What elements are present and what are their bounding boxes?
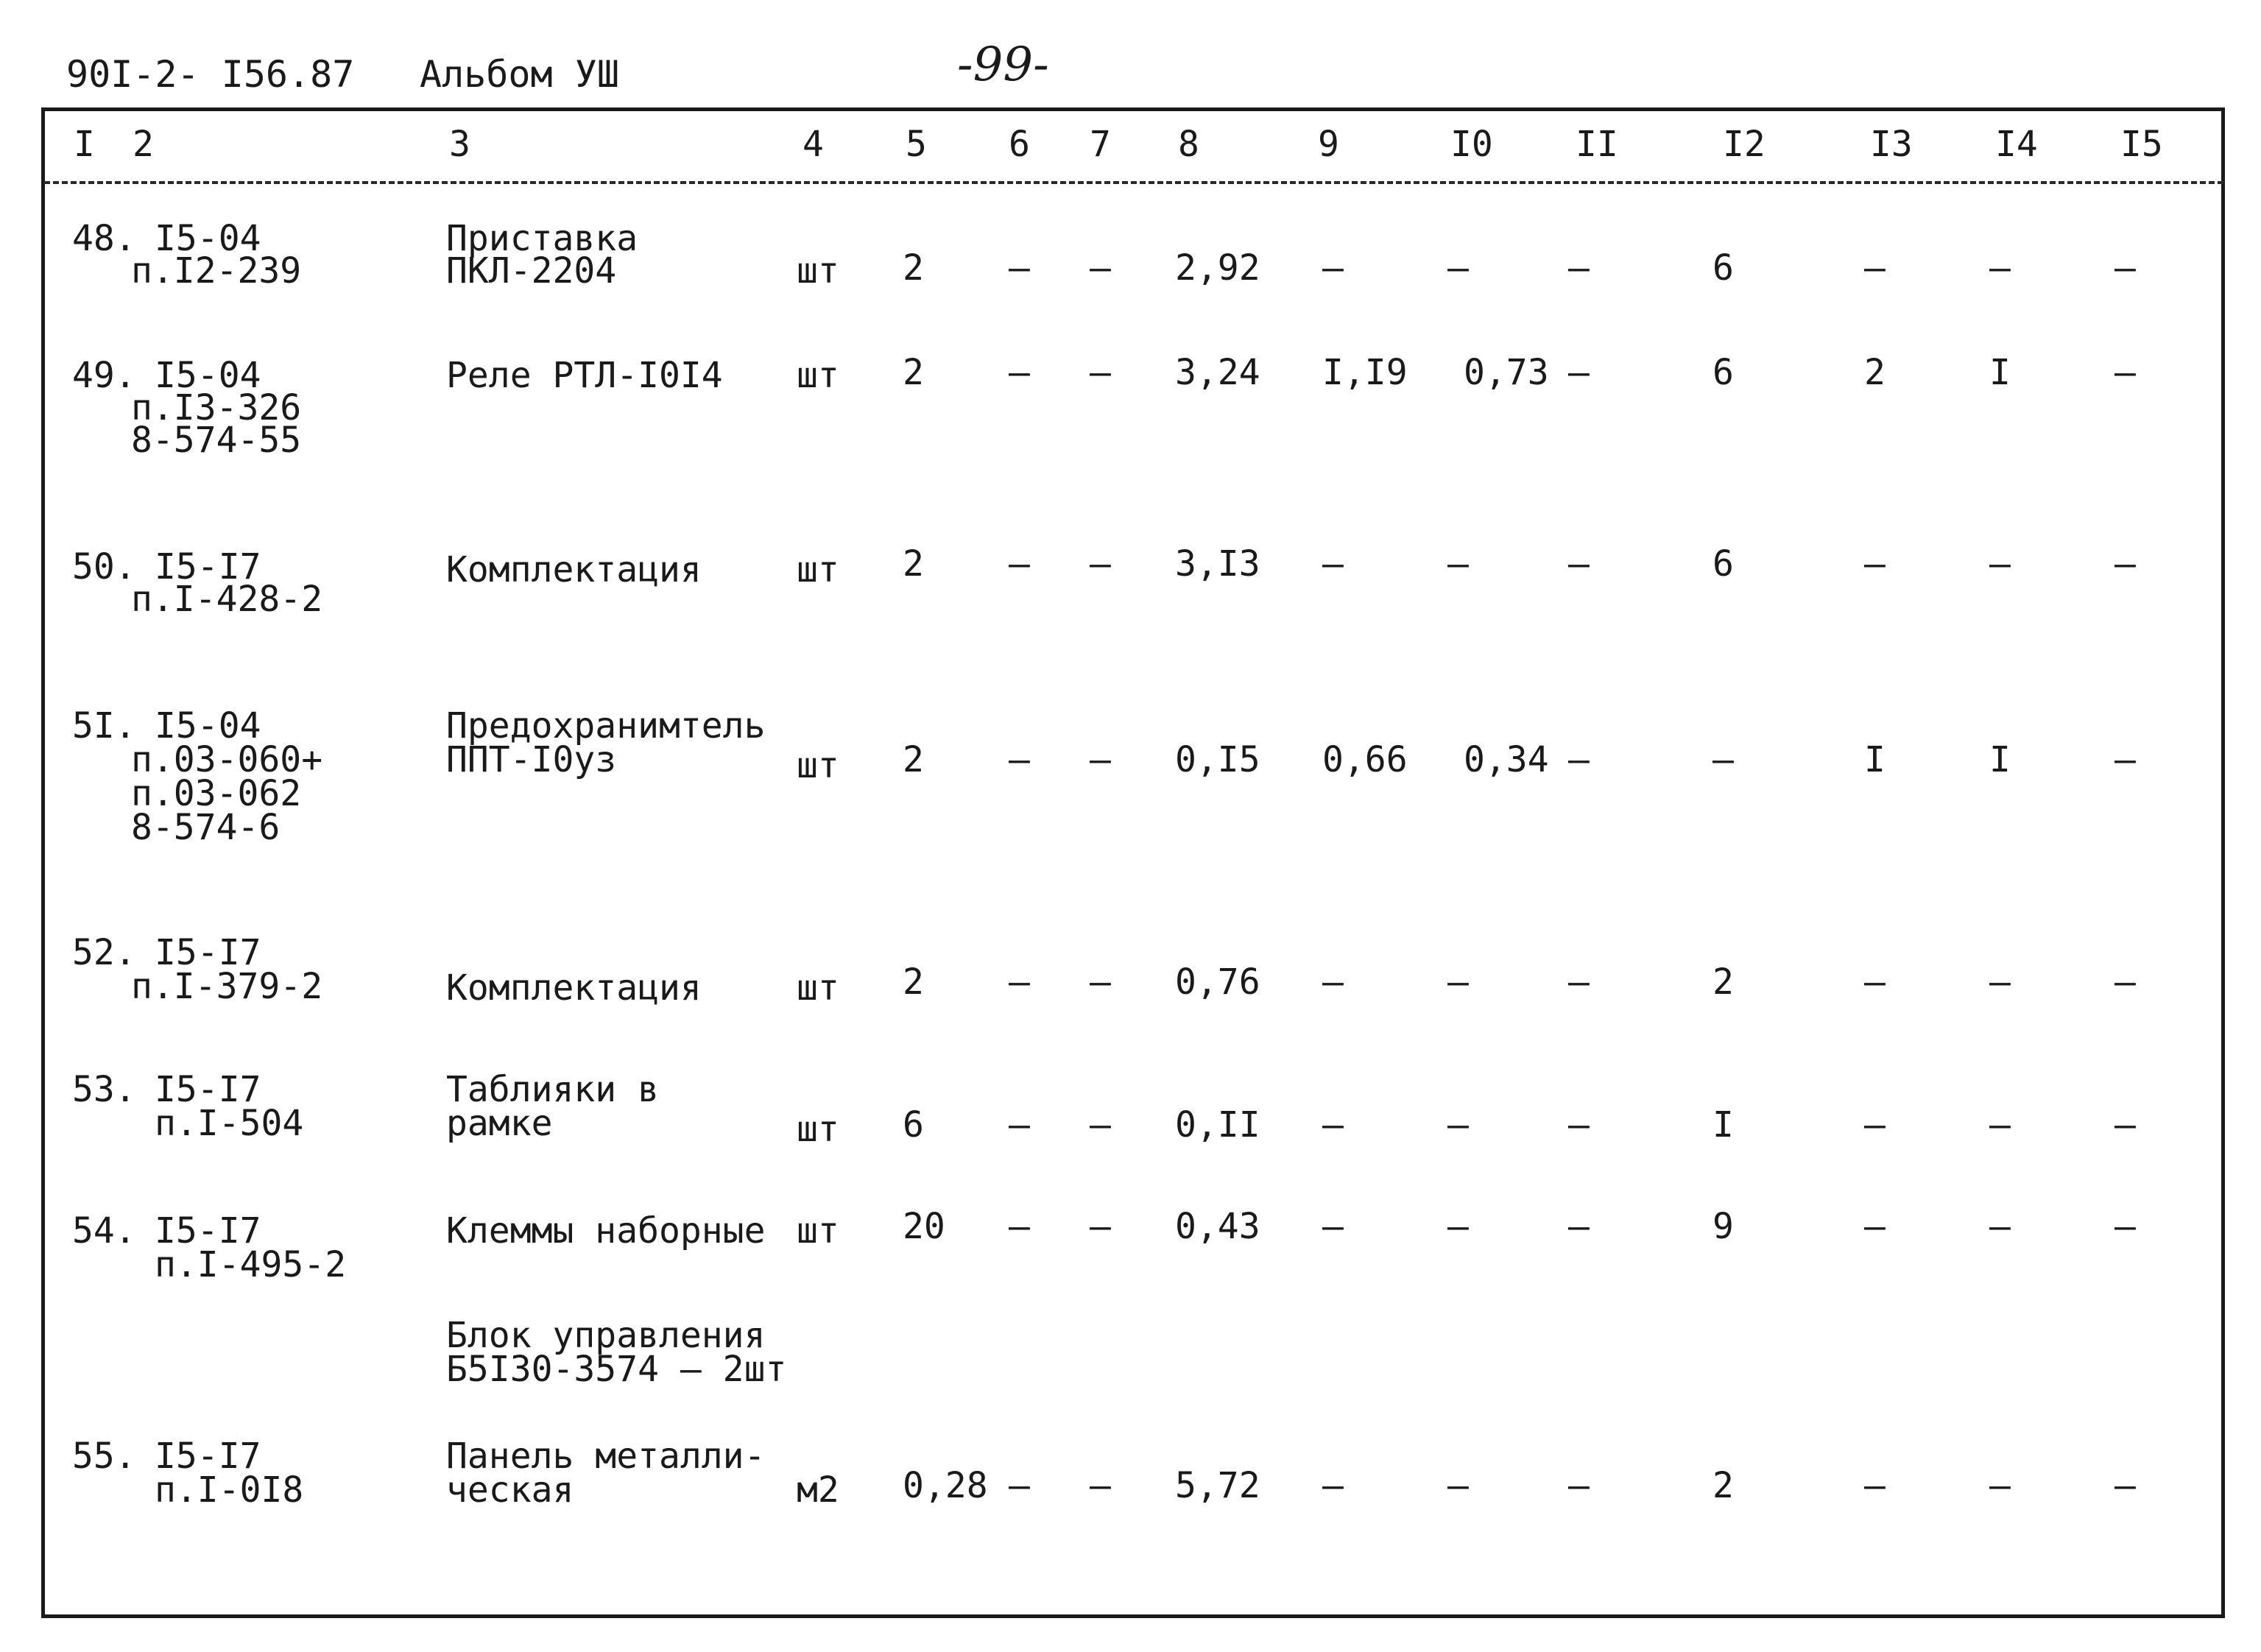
cell-col6: – <box>1009 1104 1030 1146</box>
cell-col12: 2 <box>1712 961 1734 1003</box>
norm-code: I5-I7 <box>155 1210 261 1252</box>
cell-col15: – <box>2114 961 2136 1003</box>
cell-col12: 6 <box>1712 543 1734 585</box>
cell-col6: – <box>1009 961 1030 1003</box>
document-code: 90I-2- I56.87 <box>66 53 355 96</box>
item-name: ческая <box>446 1469 574 1511</box>
col-header-4: 4 <box>803 124 824 165</box>
row-number: 54. <box>72 1210 136 1252</box>
item-name: Панель металли- <box>446 1436 766 1477</box>
col-header-10: I0 <box>1450 124 1493 165</box>
item-name: ПКЛ-2204 <box>446 250 617 292</box>
cell-col14: – <box>1989 1206 2011 1247</box>
col-header-14: I4 <box>1995 124 2038 165</box>
norm-code: I5-04 <box>155 705 261 746</box>
cell-col6: – <box>1009 1465 1030 1506</box>
cell-col10: 0,73 <box>1464 352 1549 393</box>
cell-col13: – <box>1864 1104 1886 1146</box>
cell-col14: I <box>1989 739 2011 780</box>
cell-col10: – <box>1447 1465 1469 1506</box>
cell-col5: 2 <box>903 247 924 289</box>
row-number: 5I. <box>72 705 136 746</box>
cell-col13: I <box>1864 739 1886 780</box>
col-header-2: 2 <box>133 124 154 165</box>
cell-col11: – <box>1568 247 1590 289</box>
cell-col14: – <box>1989 961 2011 1003</box>
cell-col14: – <box>1989 543 2011 585</box>
cell-col13: – <box>1864 543 1886 585</box>
cell-col7: – <box>1090 961 1111 1003</box>
cell-col9: – <box>1322 543 1344 585</box>
cell-col7: – <box>1090 1104 1111 1146</box>
cell-col15: – <box>2114 543 2136 585</box>
cell-col14: I <box>1989 352 2011 393</box>
item-name: Приставка <box>446 218 638 259</box>
cell-col8: 0,II <box>1175 1104 1260 1146</box>
cell-col6: – <box>1009 543 1030 585</box>
cell-col7: – <box>1090 739 1111 780</box>
norm-code: п.03-060+ <box>131 739 323 780</box>
cell-col9: – <box>1322 1465 1344 1506</box>
unit: шт <box>797 549 839 590</box>
norm-code: п.I3-326 <box>131 387 302 428</box>
cell-col9: I,I9 <box>1322 352 1408 393</box>
cell-col5: 20 <box>903 1206 945 1247</box>
cell-col11: – <box>1568 1465 1590 1506</box>
cell-col8: 0,43 <box>1175 1206 1260 1247</box>
cell-col11: – <box>1568 352 1590 393</box>
cell-col6: – <box>1009 1206 1030 1247</box>
cell-col15: – <box>2114 1465 2136 1506</box>
cell-col5: 2 <box>903 739 924 780</box>
cell-col10: – <box>1447 247 1469 289</box>
table-frame <box>41 107 2225 1618</box>
cell-col6: – <box>1009 247 1030 289</box>
norm-code: п.I-0I8 <box>155 1469 304 1511</box>
col-header-3: 3 <box>449 124 470 165</box>
norm-code: п.I2-239 <box>131 250 302 292</box>
cell-col15: – <box>2114 1206 2136 1247</box>
album-label: Альбом УШ <box>420 53 619 96</box>
unit: м2 <box>797 1469 839 1511</box>
cell-col8: 0,76 <box>1175 961 1260 1003</box>
unit: шт <box>797 745 839 786</box>
norm-code: 8-574-6 <box>131 807 281 848</box>
norm-code: I5-I7 <box>155 1069 261 1110</box>
cell-col5: 2 <box>903 352 924 393</box>
cell-col10: – <box>1447 1104 1469 1146</box>
cell-col10: 0,34 <box>1464 739 1549 780</box>
col-header-1: I <box>74 124 95 165</box>
item-name: Комплектация <box>446 967 702 1009</box>
col-header-9: 9 <box>1318 124 1339 165</box>
cell-col8: 5,72 <box>1175 1465 1260 1506</box>
cell-col5: 2 <box>903 543 924 585</box>
norm-code: I5-04 <box>155 355 261 396</box>
cell-col8: 2,92 <box>1175 247 1260 289</box>
norm-code: I5-I7 <box>155 546 261 587</box>
note-line: Б5I30-3574 – 2шт <box>446 1349 787 1390</box>
item-name: Предохранимтель <box>446 705 766 746</box>
cell-col13: – <box>1864 961 1886 1003</box>
cell-col10: – <box>1447 1206 1469 1247</box>
cell-col7: – <box>1090 352 1111 393</box>
cell-col5: 6 <box>903 1104 924 1146</box>
cell-col5: 0,28 <box>903 1465 988 1506</box>
cell-col12: – <box>1712 739 1734 780</box>
cell-col12: 9 <box>1712 1206 1734 1247</box>
row-number: 55. <box>72 1436 136 1477</box>
cell-col11: – <box>1568 1206 1590 1247</box>
cell-col14: – <box>1989 1104 2011 1146</box>
unit: шт <box>797 250 839 292</box>
cell-col15: – <box>2114 247 2136 289</box>
col-header-6: 6 <box>1009 124 1030 165</box>
row-number: 48. <box>72 218 136 259</box>
cell-col7: – <box>1090 1206 1111 1247</box>
item-name: Таблияки в <box>446 1069 659 1110</box>
cell-col11: – <box>1568 739 1590 780</box>
cell-col8: 0,I5 <box>1175 739 1260 780</box>
norm-code: I5-I7 <box>155 932 261 973</box>
row-number: 49. <box>72 355 136 396</box>
cell-col9: – <box>1322 1104 1344 1146</box>
cell-col14: – <box>1989 1465 2011 1506</box>
cell-col12: 6 <box>1712 247 1734 289</box>
cell-col8: 3,24 <box>1175 352 1260 393</box>
row-number: 52. <box>72 932 136 973</box>
cell-col12: I <box>1712 1104 1734 1146</box>
header-separator <box>44 181 2223 184</box>
col-header-13: I3 <box>1870 124 1913 165</box>
cell-col9: – <box>1322 1206 1344 1247</box>
cell-col11: – <box>1568 543 1590 585</box>
cell-col12: 6 <box>1712 352 1734 393</box>
norm-code: I5-I7 <box>155 1436 261 1477</box>
page-number: -99- <box>957 38 1049 92</box>
cell-col11: – <box>1568 961 1590 1003</box>
norm-code: I5-04 <box>155 218 261 259</box>
item-name: Реле РТЛ-I0I4 <box>446 355 723 396</box>
cell-col7: – <box>1090 543 1111 585</box>
cell-col7: – <box>1090 1465 1111 1506</box>
row-number: 50. <box>72 546 136 587</box>
col-header-7: 7 <box>1090 124 1111 165</box>
item-name: Комплектация <box>446 549 702 590</box>
norm-code: п.03-062 <box>131 773 302 814</box>
item-name: ППТ-I0уз <box>446 739 617 780</box>
cell-col11: – <box>1568 1104 1590 1146</box>
cell-col15: – <box>2114 352 2136 393</box>
cell-col15: – <box>2114 1104 2136 1146</box>
norm-code: п.I-495-2 <box>155 1244 347 1285</box>
cell-col13: – <box>1864 1465 1886 1506</box>
row-number: 53. <box>72 1069 136 1110</box>
cell-col13: – <box>1864 1206 1886 1247</box>
col-header-15: I5 <box>2120 124 2163 165</box>
norm-code: п.I-428-2 <box>131 579 323 620</box>
unit: шт <box>797 1210 839 1252</box>
norm-code: п.I-379-2 <box>131 966 323 1007</box>
col-header-8: 8 <box>1178 124 1199 165</box>
norm-code: п.I-504 <box>155 1103 304 1144</box>
cell-col15: – <box>2114 739 2136 780</box>
col-header-5: 5 <box>906 124 927 165</box>
cell-col5: 2 <box>903 961 924 1003</box>
unit: шт <box>797 355 839 396</box>
note-line: Блок управления <box>446 1315 766 1356</box>
item-name: рамке <box>446 1103 553 1144</box>
col-header-12: I2 <box>1723 124 1766 165</box>
cell-col9: 0,66 <box>1322 739 1408 780</box>
norm-code: 8-574-55 <box>131 420 302 461</box>
unit: шт <box>797 1109 839 1150</box>
cell-col9: – <box>1322 961 1344 1003</box>
unit: шт <box>797 967 839 1009</box>
cell-col8: 3,I3 <box>1175 543 1260 585</box>
cell-col9: – <box>1322 247 1344 289</box>
cell-col6: – <box>1009 352 1030 393</box>
cell-col10: – <box>1447 543 1469 585</box>
item-name: Клеммы наборные <box>446 1210 766 1252</box>
cell-col7: – <box>1090 247 1111 289</box>
cell-col10: – <box>1447 961 1469 1003</box>
cell-col13: 2 <box>1864 352 1886 393</box>
cell-col13: – <box>1864 247 1886 289</box>
col-header-11: II <box>1576 124 1618 165</box>
cell-col12: 2 <box>1712 1465 1734 1506</box>
cell-col6: – <box>1009 739 1030 780</box>
cell-col14: – <box>1989 247 2011 289</box>
